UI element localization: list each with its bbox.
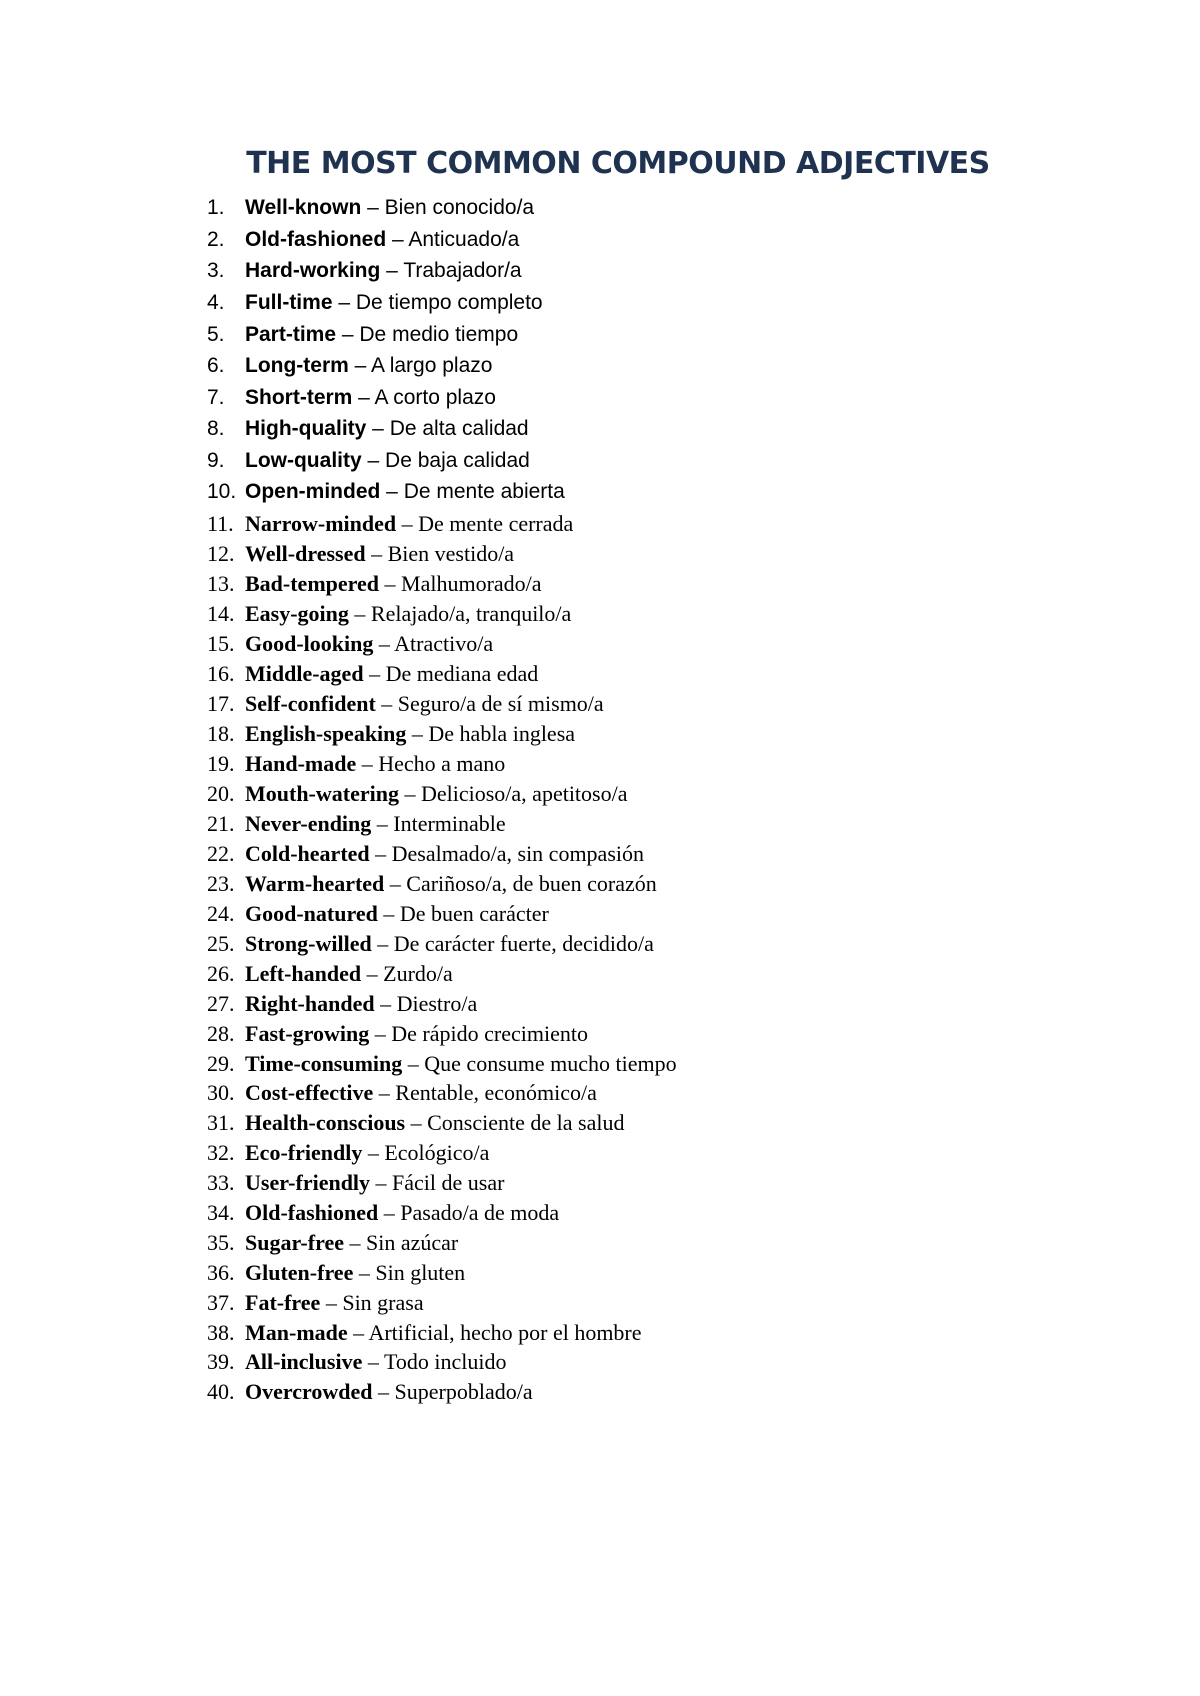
list-item [207, 259, 522, 283]
item-translation: De buen carácter [399, 901, 549, 926]
item-number: 27. [207, 991, 235, 1016]
item-translation: Artificial, hecho por el hombre [368, 1320, 642, 1345]
list-item [207, 1051, 677, 1077]
item-term: Eco-friendly [245, 1140, 363, 1165]
item-number: 32. [207, 1140, 235, 1165]
item-term: Never-ending [245, 811, 372, 836]
item-separator: – [356, 751, 379, 776]
item-term: Fast-growing [245, 1021, 370, 1046]
item-number: 21. [207, 811, 235, 836]
item-translation: Anticuado/a [408, 228, 520, 251]
item-separator: – [378, 1200, 401, 1225]
item-separator: – [377, 901, 400, 926]
list-item [207, 449, 530, 473]
list-item [207, 751, 505, 777]
item-term: Sugar-free [245, 1230, 344, 1255]
list-item [207, 228, 519, 252]
item-translation: Zurdo/a [383, 961, 453, 986]
item-separator: – [369, 841, 392, 866]
list-item [207, 811, 506, 837]
list-item [207, 417, 529, 441]
item-separator: – [348, 601, 371, 626]
item-term: Open-minded [245, 480, 381, 503]
item-number: 10. [207, 480, 237, 503]
item-term: Middle-aged [245, 661, 364, 686]
item-term: Cold-hearted [245, 841, 370, 866]
list-item [207, 781, 627, 807]
item-number: 28. [207, 1021, 235, 1046]
item-number: 29. [207, 1051, 235, 1076]
item-translation: Superpoblado/a [394, 1379, 533, 1404]
item-separator: – [362, 1349, 384, 1374]
item-number: 3. [207, 259, 225, 282]
list-item [207, 1200, 559, 1226]
list-item [207, 511, 573, 537]
list-item [207, 871, 657, 897]
item-separator: – [362, 1140, 385, 1165]
item-translation: Cariñoso/a, de buen corazón [406, 871, 657, 896]
item-term: High-quality [245, 417, 367, 440]
item-separator: – [375, 691, 398, 716]
list-item [207, 721, 575, 747]
item-translation: De mente cerrada [418, 511, 574, 536]
item-number: 22. [207, 841, 235, 866]
item-number: 37. [207, 1290, 235, 1315]
item-term: Part-time [245, 323, 337, 346]
list-item [207, 961, 453, 987]
item-term: Full-time [245, 291, 333, 314]
item-separator: – [380, 480, 404, 503]
item-term: English-speaking [245, 721, 407, 746]
item-separator: – [396, 511, 419, 536]
item-separator: – [363, 661, 386, 686]
item-separator: – [348, 354, 372, 377]
list-item [207, 1349, 506, 1375]
item-number: 23. [207, 871, 235, 896]
item-translation: De carácter fuerte, decidido/a [393, 931, 654, 956]
item-separator: – [405, 1110, 428, 1135]
list-item [207, 1379, 533, 1405]
list-item [207, 931, 654, 957]
item-separator: – [353, 1260, 376, 1285]
item-separator: – [361, 961, 384, 986]
item-separator: – [372, 1379, 395, 1404]
list-item [207, 291, 543, 315]
item-separator: – [373, 1080, 396, 1105]
item-separator: – [398, 781, 421, 806]
item-number: 36. [207, 1260, 235, 1285]
item-separator: – [371, 931, 394, 956]
list-item [207, 323, 518, 347]
item-separator: – [402, 1051, 425, 1076]
item-translation: Fácil de usar [392, 1170, 505, 1195]
item-number: 25. [207, 931, 235, 956]
item-term: Short-term [245, 386, 353, 409]
list-item [207, 1230, 458, 1256]
item-number: 40. [207, 1379, 235, 1404]
item-number: 1. [207, 196, 225, 219]
item-separator: – [373, 631, 395, 656]
item-separator: – [320, 1290, 343, 1315]
list-item [207, 354, 492, 378]
item-term: Self-confident [245, 691, 376, 716]
item-separator: – [347, 1320, 369, 1345]
item-number: 5. [207, 323, 225, 346]
item-number: 8. [207, 417, 225, 440]
item-translation: Que consume mucho tiempo [424, 1051, 677, 1076]
item-translation: Delicioso/a, apetitoso/a [420, 781, 628, 806]
list-item [207, 196, 534, 220]
item-term: Well-dressed [245, 541, 366, 566]
list-item [207, 991, 477, 1017]
item-term: Right-handed [245, 991, 375, 1016]
list-item [207, 1080, 597, 1106]
item-translation: Bien vestido/a [387, 541, 515, 566]
item-separator: – [386, 228, 409, 251]
item-separator: – [406, 721, 429, 746]
item-term: Fat-free [245, 1290, 321, 1315]
item-number: 38. [207, 1320, 235, 1345]
item-term: Low-quality [245, 449, 362, 472]
item-term: Bad-tempered [245, 571, 380, 596]
item-translation: Atractivo/a [394, 631, 494, 656]
item-term: Hand-made [245, 751, 357, 776]
list-item [207, 1260, 465, 1286]
item-translation: A largo plazo [371, 354, 493, 377]
item-term: Mouth-watering [245, 781, 399, 806]
item-number: 15. [207, 631, 235, 656]
item-term: Man-made [245, 1320, 348, 1345]
item-separator: – [369, 1021, 392, 1046]
item-term: Warm-hearted [245, 871, 385, 896]
item-translation: De habla inglesa [428, 721, 576, 746]
item-number: 6. [207, 354, 225, 377]
list-item [207, 571, 542, 597]
item-translation: De mediana edad [385, 661, 539, 686]
item-term: Gluten-free [245, 1260, 354, 1285]
list-item [207, 1170, 504, 1196]
list-item [207, 901, 549, 927]
item-number: 17. [207, 691, 235, 716]
item-term: Old-fashioned [245, 1200, 379, 1225]
item-number: 26. [207, 961, 235, 986]
item-term: Narrow-minded [245, 511, 397, 536]
item-separator: – [366, 417, 390, 440]
item-translation: Hecho a mano [378, 751, 506, 776]
item-number: 20. [207, 781, 235, 806]
item-number: 4. [207, 291, 225, 314]
item-separator: – [361, 449, 386, 472]
item-separator: – [343, 1230, 366, 1255]
item-translation: Todo incluido [383, 1349, 507, 1374]
item-separator: – [380, 259, 404, 282]
item-term: All-inclusive [245, 1349, 363, 1374]
item-translation: Trabajador/a [403, 259, 522, 282]
list-item [207, 386, 496, 410]
item-number: 7. [207, 386, 225, 409]
item-translation: A corto plazo [374, 386, 496, 409]
list-item [207, 1320, 642, 1346]
item-translation: De medio tiempo [359, 323, 519, 346]
item-translation: Seguro/a de sí mismo/a [397, 691, 604, 716]
item-number: 14. [207, 601, 235, 626]
item-translation: Desalmado/a, sin compasión [391, 841, 644, 866]
item-translation: Sin gluten [375, 1260, 466, 1285]
item-number: 2. [207, 228, 225, 251]
list-item [207, 1140, 489, 1166]
item-translation: Sin grasa [342, 1290, 424, 1315]
item-separator: – [374, 991, 397, 1016]
item-term: Good-natured [245, 901, 378, 926]
item-term: Old-fashioned [245, 228, 387, 251]
item-separator: – [371, 811, 394, 836]
item-translation: De rápido crecimiento [391, 1021, 588, 1046]
page-title: THE MOST COMMON COMPOUND ADJECTIVES [246, 146, 990, 181]
item-number: 35. [207, 1230, 235, 1255]
list-item [207, 1110, 624, 1136]
item-number: 34. [207, 1200, 235, 1225]
item-number: 18. [207, 721, 235, 746]
item-term: Strong-willed [245, 931, 372, 956]
list-item [207, 480, 565, 504]
item-translation: De alta calidad [389, 417, 529, 440]
item-separator: – [332, 291, 356, 314]
item-term: Time-consuming [245, 1051, 403, 1076]
list-item [207, 691, 604, 717]
item-translation: Sin azúcar [365, 1230, 459, 1255]
item-number: 30. [207, 1080, 235, 1105]
item-number: 31. [207, 1110, 235, 1135]
item-separator: – [384, 871, 407, 896]
item-number: 13. [207, 571, 235, 596]
item-term: Cost-effective [245, 1080, 374, 1105]
list-item [207, 661, 538, 687]
item-term: User-friendly [245, 1170, 371, 1195]
list-item [207, 541, 514, 567]
item-separator: – [379, 571, 402, 596]
item-term: Left-handed [245, 961, 362, 986]
item-translation: De baja calidad [385, 449, 530, 472]
item-separator: – [365, 541, 388, 566]
item-term: Health-conscious [245, 1110, 406, 1135]
item-number: 19. [207, 751, 235, 776]
item-term: Good-looking [245, 631, 374, 656]
item-term: Well-known [245, 196, 362, 219]
item-translation: Consciente de la salud [427, 1110, 625, 1135]
item-translation: Rentable, económico/a [395, 1080, 597, 1105]
item-translation: Interminable [393, 811, 506, 836]
list-item [207, 631, 493, 657]
item-translation: Malhumorado/a [401, 571, 542, 596]
list-item [207, 841, 644, 867]
item-number: 11. [207, 511, 234, 536]
list-item [207, 1290, 424, 1316]
item-translation: Pasado/a de moda [400, 1200, 560, 1225]
item-translation: Ecológico/a [384, 1140, 490, 1165]
list-item [207, 1021, 588, 1047]
item-translation: Bien conocido/a [384, 196, 535, 219]
item-term: Overcrowded [245, 1379, 373, 1404]
item-number: 16. [207, 661, 235, 686]
item-translation: De mente abierta [403, 480, 565, 503]
item-term: Hard-working [245, 259, 381, 282]
item-translation: De tiempo completo [355, 291, 543, 314]
item-number: 12. [207, 541, 235, 566]
item-number: 39. [207, 1349, 235, 1374]
list-item [207, 601, 571, 627]
item-number: 9. [207, 449, 225, 472]
item-term: Long-term [245, 354, 349, 377]
item-number: 24. [207, 901, 235, 926]
item-separator: – [370, 1170, 393, 1195]
item-translation: Diestro/a [396, 991, 478, 1016]
item-separator: – [361, 196, 385, 219]
item-translation: Relajado/a, tranquilo/a [370, 601, 572, 626]
item-term: Easy-going [245, 601, 349, 626]
item-separator: – [352, 386, 375, 409]
item-separator: – [336, 323, 360, 346]
item-number: 33. [207, 1170, 235, 1195]
